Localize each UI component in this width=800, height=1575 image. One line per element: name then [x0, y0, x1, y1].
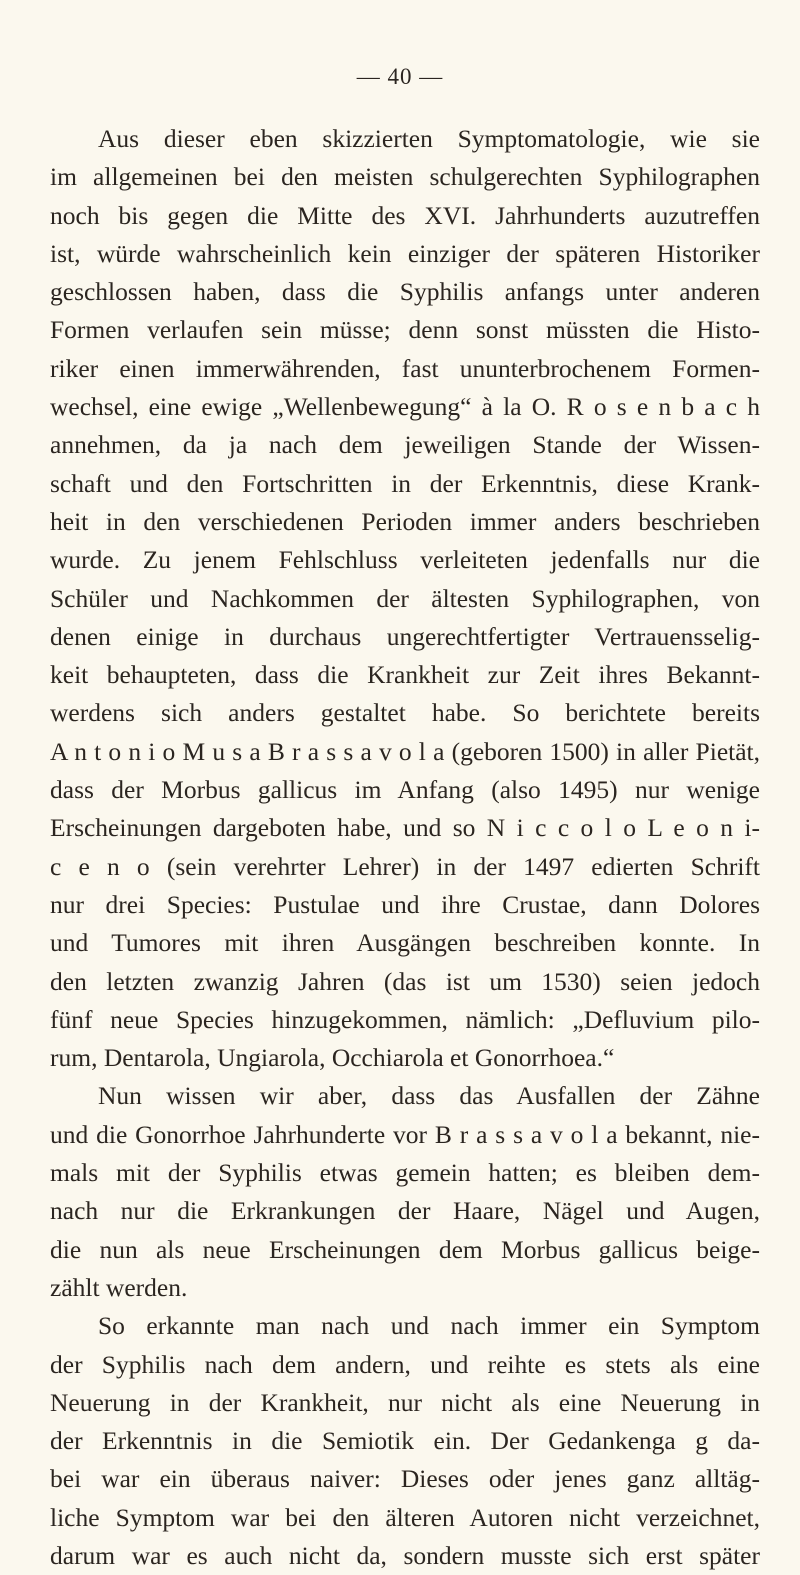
text-line: zählt werden. [50, 1272, 188, 1302]
text-line: Neuerung in der Krankheit, nur nicht als eine Neuerung in [50, 1387, 760, 1417]
text-line: Aus dieser eben skizzierten Symptomatologie, wie sie [98, 124, 760, 153]
text-line: c e n o (sein verehrter Lehrer) in der 1497 edierten Schrift [50, 851, 760, 881]
text-line: die nun als neue Erscheinungen dem Morbus gallicus beige- [50, 1234, 760, 1264]
text-line: wurde. Zu jenem Fehlschluss verleiteten jedenfalls nur die [50, 545, 760, 575]
text-line: noch bis gegen die Mitte des XVI. Jahrhunderts auzutreffen [50, 200, 760, 230]
text-line: heit in den verschiedenen Perioden immer anders beschrieben [50, 506, 760, 536]
text-line: A n t o n i o M u s a B r a s s a v o l a (geboren 1500) in aller Pietät, [50, 736, 760, 766]
text-line: fünf neue Species hinzugekommen, nämlich: „Defluvium pilo- [50, 1004, 760, 1034]
text-line: dass der Morbus gallicus im Anfang (also 1495) nur wenige [50, 775, 760, 805]
text-line: nur drei Species: Pustulae und ihre Crustae, dann Dolores [50, 889, 760, 919]
body-text [50, 120, 760, 1575]
text-line: So erkannte man nach und nach immer ein Symptom [98, 1311, 760, 1341]
text-line: darum war es auch nicht da, sondern musste sich erst später [50, 1540, 760, 1570]
text-line: wechsel, eine ewige „Wellenbewegung“ à la O. R o s e n b a c h [50, 392, 760, 422]
text-line: annehmen, da ja nach dem jeweiligen Stande der Wissen- [50, 430, 760, 460]
text-line: den letzten zwanzig Jahren (das ist um 1530) seien jedoch [50, 966, 760, 996]
text-line: Schüler und Nachkommen der ältesten Syphilographen, von [50, 583, 760, 613]
text-line: riker einen immerwährenden, fast ununterbrochenem Formen- [50, 353, 760, 383]
text-line: Erscheinungen dargeboten habe, und so N i c c o l o L e o n i- [50, 813, 760, 843]
text-line: ist, würde wahrscheinlich kein einziger der späteren Historiker [50, 238, 760, 268]
text-line: nach nur die Erkrankungen der Haare, Nägel und Augen, [50, 1196, 760, 1226]
text-line: geschlossen haben, dass die Syphilis anfangs unter anderen [50, 277, 760, 307]
text-line: keit behaupteten, dass die Krankheit zur Zeit ihres Bekannt- [50, 660, 760, 690]
text-line: und die Gonorrhoe Jahrhunderte vor B r a s s a v o l a bekannt, nie- [50, 1119, 760, 1149]
text-line: werdens sich anders gestaltet habe. So berichtete bereits [50, 698, 760, 728]
text-line: der Erkenntnis in die Semiotik ein. Der Gedankenga g da- [50, 1426, 760, 1456]
text-line: liche Symptom war bei den älteren Autoren nicht verzeichnet, [50, 1502, 760, 1532]
text-line: Nun wissen wir aber, dass das Ausfallen der Zähne [98, 1081, 760, 1111]
text-line: und Tumores mit ihren Ausgängen beschreiben konnte. In [50, 928, 760, 958]
text-line: denen einige in durchaus ungerechtfertigter Vertrauensselig- [50, 621, 760, 651]
text-line: Formen verlaufen sein müsse; denn sonst müssten die Histo- [50, 315, 760, 345]
text-line: der Syphilis nach dem andern, und reihte es stets als eine [50, 1349, 760, 1379]
text-line: rum, Dentarola, Ungiarola, Occhiarola et Gonorrhoea.“ [50, 1043, 615, 1073]
text-line: schaft und den Fortschritten in der Erkenntnis, diese Krank- [50, 468, 760, 498]
text-line: bei war ein überaus naiver: Dieses oder jenes ganz alltäg- [50, 1464, 760, 1494]
page-number: — 40 — [356, 64, 444, 89]
text-line: mals mit der Syphilis etwas gemein hatten; es bleiben dem- [50, 1158, 760, 1188]
text-line: im allgemeinen bei den meisten schulgerechten Syphilographen [50, 162, 760, 192]
